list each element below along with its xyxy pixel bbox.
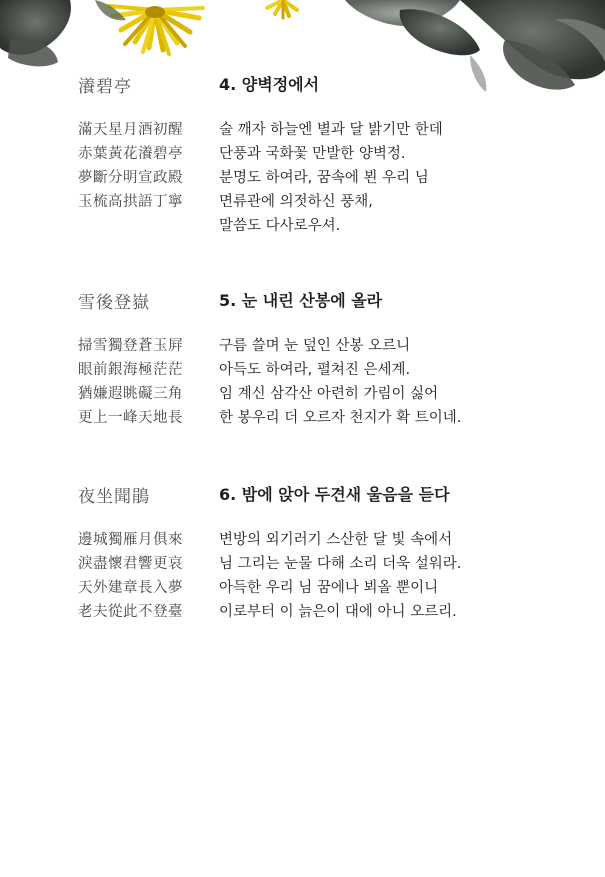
korean-title: 4. 양벽정에서: [219, 75, 320, 94]
poem-line: [0, 118, 605, 142]
korean-line: 임 계신 삼각산 아련히 가림이 싫어: [219, 386, 439, 402]
korean-line: 님 그리는 눈물 다해 소리 더욱 설워라.: [219, 556, 462, 572]
hanja-line: 夢斷分明宣政殿: [78, 170, 183, 186]
korean-line: 구름 쓸며 눈 덮인 산봉 오르니: [219, 338, 411, 354]
poem-line: [0, 358, 605, 382]
poem-title-row: [0, 72, 605, 98]
korean-line: 아득한 우리 님 꿈에나 뵈올 뿐이니: [219, 580, 439, 596]
poem-line: [0, 528, 605, 552]
korean-line: 술 깨자 하늘엔 별과 달 밝기만 한데: [219, 122, 443, 138]
poem-line: [0, 600, 605, 624]
hanja-title: 瀁碧亭: [78, 77, 132, 97]
poem-lines: [0, 334, 605, 430]
poem-lines: [0, 118, 605, 238]
hanja-line: 更上一峰天地長: [78, 410, 183, 426]
hanja-line: 邊城獨雁月俱來: [78, 532, 183, 548]
chrysanthemum-bud-icon: [267, 0, 297, 18]
poem-lines: [0, 528, 605, 624]
poem-line: [0, 166, 605, 190]
poem-line: [0, 552, 605, 576]
chrysanthemum-flower-icon: [109, 6, 203, 54]
poem-line: [0, 406, 605, 430]
poem-line: [0, 142, 605, 166]
hanja-line: 玉梳高拱語丁寧: [78, 194, 183, 210]
korean-line: 변방의 외기러기 스산한 달 빛 속에서: [219, 532, 453, 548]
hanja-line: 天外建章長入夢: [78, 580, 183, 596]
korean-title: 6. 밤에 앉아 두견새 울음을 듣다: [219, 485, 450, 504]
korean-title: 5. 눈 내린 산봉에 올라: [219, 291, 383, 310]
poem-section-6: [0, 482, 605, 624]
poem-section-5: [0, 288, 605, 430]
poem-line: [0, 214, 605, 238]
korean-line: 분명도 하여라, 꿈속에 뵌 우리 님: [219, 170, 429, 186]
ink-leaf-center: [95, 0, 126, 20]
poem-line: [0, 382, 605, 406]
poem-line: [0, 190, 605, 214]
hanja-title: 雪後登嶽: [78, 293, 150, 313]
korean-line: 말씀도 다사로우셔.: [219, 218, 341, 234]
hanja-title: 夜坐聞鵑: [78, 487, 150, 507]
ink-leaf-left: [0, 0, 71, 66]
poem-title-row: [0, 288, 605, 314]
korean-line: 이로부터 이 늙은이 대에 아니 오르리.: [219, 604, 457, 620]
hanja-line: 眼前銀海極茫茫: [78, 362, 183, 378]
korean-line: 단풍과 국화꽃 만발한 양벽정.: [219, 146, 406, 162]
hanja-line: 滿天星月酒初醒: [78, 122, 183, 138]
korean-line: 면류관에 의젓하신 풍채,: [219, 194, 373, 210]
poem-section-4: [0, 72, 605, 238]
hanja-line: 掃雪獨登蒼玉屛: [78, 338, 183, 354]
hanja-line: 赤葉黃花瀁碧亭: [78, 146, 183, 162]
korean-line: 아득도 하여라, 펼쳐진 은세계.: [219, 362, 411, 378]
korean-line: 한 봉우리 더 오르자 천지가 확 트이네.: [219, 410, 462, 426]
poem-title-row: [0, 482, 605, 508]
poem-line: [0, 334, 605, 358]
hanja-line: 淚盡懷君響更哀: [78, 556, 183, 572]
poem-line: [0, 576, 605, 600]
hanja-line: 老夫從此不登臺: [78, 604, 183, 620]
hanja-line: 猶嫌遐眺礙三角: [78, 386, 183, 402]
